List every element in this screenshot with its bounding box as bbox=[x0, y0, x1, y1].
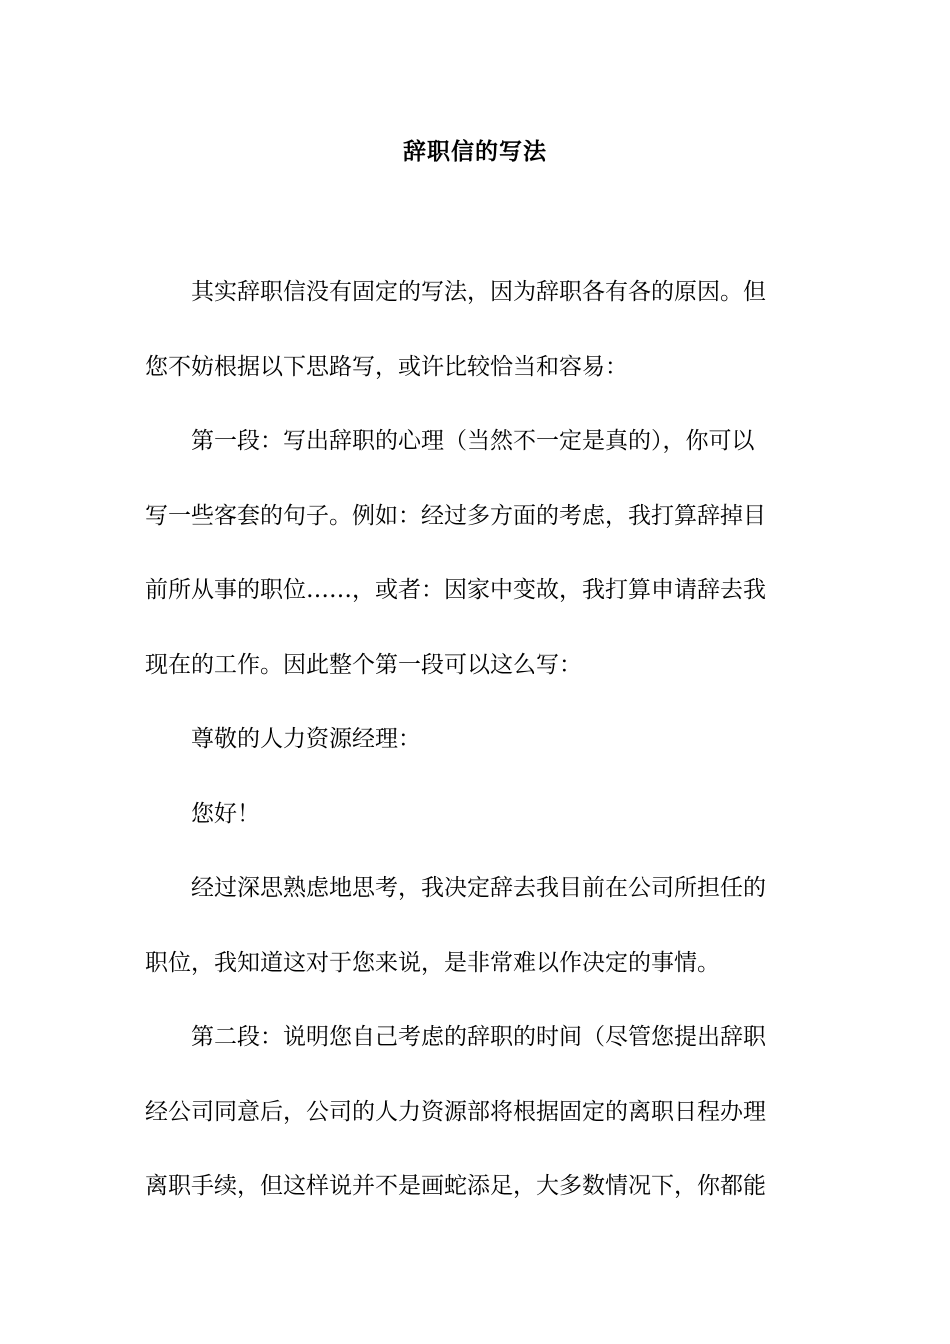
body-line-12: 经公司同意后，公司的人力资源部将根据固定的离职日程办理 bbox=[145, 1098, 766, 1125]
body-line-10: 职位，我知道这对于您来说，是非常难以作决定的事情。 bbox=[145, 949, 720, 976]
body-line-4: 写一些客套的句子。例如：经过多方面的考虑，我打算辞掉目 bbox=[145, 502, 766, 529]
body-line-6: 现在的工作。因此整个第一段可以这么写： bbox=[145, 651, 582, 678]
body-line-11: 第二段：说明您自己考虑的辞职的时间（尽管您提出辞职 bbox=[191, 1024, 766, 1050]
document-body bbox=[145, 255, 809, 1224]
body-line-8: 您好！ bbox=[191, 800, 260, 827]
body-line-5: 前所从事的职位……，或者：因家中变故，我打算申请辞去我 bbox=[145, 577, 766, 603]
body-line-1: 其实辞职信没有固定的写法，因为辞职各有各的原因。但 bbox=[191, 279, 766, 305]
body-line-7: 尊敬的人力资源经理： bbox=[191, 726, 421, 752]
page-title: 辞职信的写法 bbox=[403, 138, 547, 165]
body-line-9: 经过深思熟虑地思考，我决定辞去我目前在公司所担任的 bbox=[191, 875, 766, 901]
body-line-2: 您不妨根据以下思路写，或许比较恰当和容易： bbox=[145, 353, 628, 380]
body-line-3: 第一段：写出辞职的心理（当然不一定是真的），你可以 bbox=[191, 428, 755, 454]
body-line-13: 离职手续，但这样说并不是画蛇添足，大多数情况下，你都能 bbox=[145, 1173, 766, 1199]
